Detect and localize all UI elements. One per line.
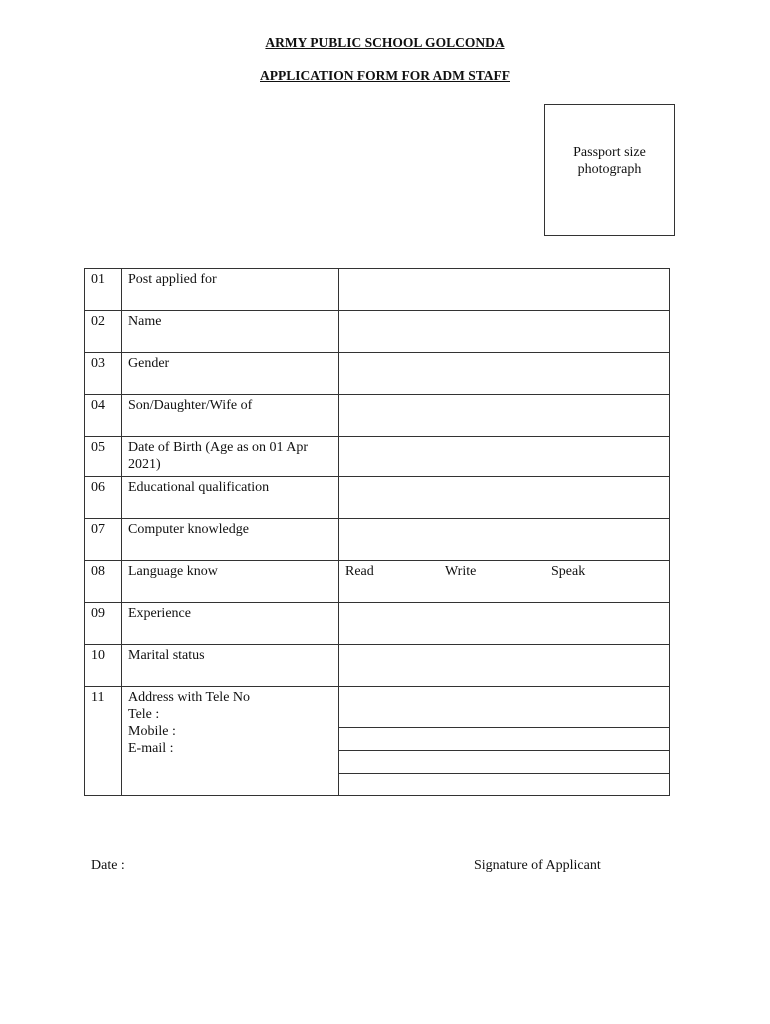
row-label: Gender bbox=[122, 353, 339, 395]
row-number: 05 bbox=[85, 437, 122, 477]
table-row bbox=[85, 437, 670, 477]
row-label: Date of Birth (Age as on 01 Apr 2021) bbox=[122, 437, 339, 477]
language-read-label: Read bbox=[345, 564, 374, 579]
row-label: Computer knowledge bbox=[122, 519, 339, 561]
passport-photo-box bbox=[544, 104, 675, 236]
row-label: Name bbox=[122, 311, 339, 353]
row-number: 10 bbox=[85, 645, 122, 687]
table-row bbox=[85, 561, 670, 603]
row-number: 04 bbox=[85, 395, 122, 437]
application-form-table bbox=[84, 268, 670, 796]
table-row bbox=[85, 353, 670, 395]
photo-box-label-line1: Passport size bbox=[573, 145, 646, 160]
form-title: APPLICATION FORM FOR ADM STAFF bbox=[260, 68, 510, 83]
row-label: Post applied for bbox=[122, 269, 339, 311]
row-label: Experience bbox=[122, 603, 339, 645]
school-name: ARMY PUBLIC SCHOOL GOLCONDA bbox=[265, 35, 505, 50]
table-row bbox=[85, 311, 670, 353]
row-number: 07 bbox=[85, 519, 122, 561]
table-row bbox=[85, 519, 670, 561]
row-number: 01 bbox=[85, 269, 122, 311]
address-label-cell bbox=[122, 687, 339, 796]
row-number: 08 bbox=[85, 561, 122, 603]
mobile-field[interactable] bbox=[339, 751, 669, 774]
table-row bbox=[85, 395, 670, 437]
tele-field[interactable] bbox=[339, 728, 669, 751]
row-number: 02 bbox=[85, 311, 122, 353]
row-label: Son/Daughter/Wife of bbox=[122, 395, 339, 437]
marital-status-field[interactable] bbox=[339, 645, 670, 687]
date-label: Date : bbox=[91, 858, 125, 873]
row-number: 11 bbox=[85, 687, 122, 796]
table-row bbox=[85, 603, 670, 645]
table-row bbox=[85, 477, 670, 519]
computer-knowledge-field[interactable] bbox=[339, 519, 670, 561]
language-write-label: Write bbox=[445, 564, 477, 579]
row-number: 03 bbox=[85, 353, 122, 395]
table-row bbox=[85, 687, 670, 796]
table-row bbox=[85, 269, 670, 311]
row-label: Language know bbox=[122, 561, 339, 603]
signature-label: Signature of Applicant bbox=[474, 858, 601, 873]
language-speak-label: Speak bbox=[551, 564, 586, 579]
row-number: 09 bbox=[85, 603, 122, 645]
row-label: Address with Tele No bbox=[128, 690, 251, 705]
email-label: E-mail : bbox=[128, 741, 174, 756]
tele-label: Tele : bbox=[128, 707, 160, 722]
photo-box-label-line2: photograph bbox=[577, 162, 642, 177]
address-field-group bbox=[339, 687, 670, 796]
address-field[interactable] bbox=[339, 687, 669, 728]
name-field[interactable] bbox=[339, 311, 670, 353]
post-applied-field[interactable] bbox=[339, 269, 670, 311]
row-label: Educational qualification bbox=[122, 477, 339, 519]
gender-field[interactable] bbox=[339, 353, 670, 395]
relation-field[interactable] bbox=[339, 395, 670, 437]
row-number: 06 bbox=[85, 477, 122, 519]
education-field[interactable] bbox=[339, 477, 670, 519]
table-row bbox=[85, 645, 670, 687]
language-field[interactable] bbox=[339, 561, 670, 603]
email-field[interactable] bbox=[339, 774, 669, 795]
date-of-birth-field[interactable] bbox=[339, 437, 670, 477]
mobile-label: Mobile : bbox=[128, 724, 176, 739]
row-label: Marital status bbox=[122, 645, 339, 687]
experience-field[interactable] bbox=[339, 603, 670, 645]
